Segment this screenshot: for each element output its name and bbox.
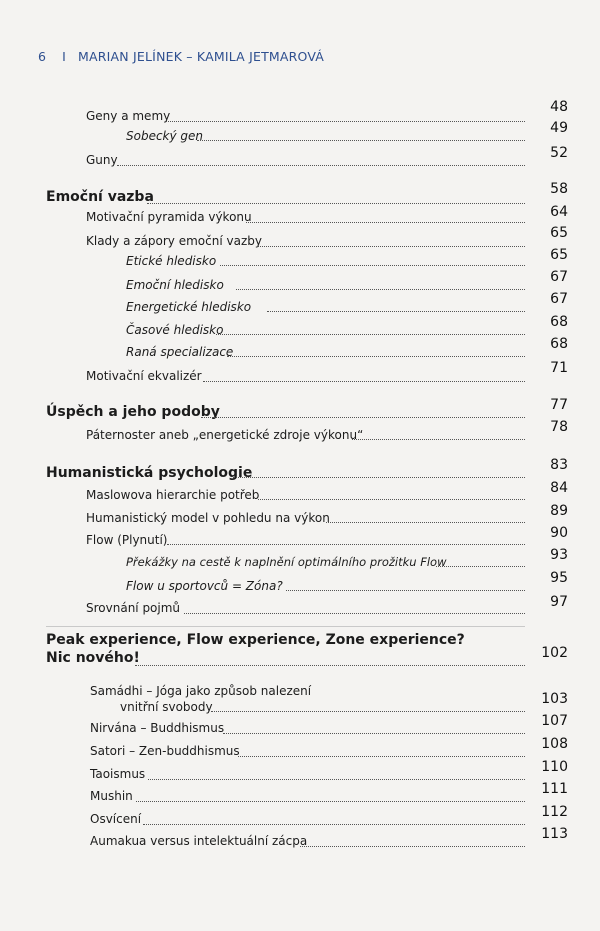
toc-leader-dots (286, 590, 525, 591)
toc-leader-dots (258, 499, 525, 500)
toc-entry-page: 107 (541, 713, 568, 729)
toc-entry-page: 103 (541, 691, 568, 707)
toc-entry-page: 64 (550, 204, 568, 220)
toc-entry-label: Sobecký gen (126, 129, 204, 143)
toc-entry-label: vnitřní svobody (120, 700, 213, 714)
toc-leader-dots (211, 711, 525, 712)
toc-entry-label: Emoční hledisko (126, 278, 224, 292)
toc-entry-label: Maslowova hierarchie potřeb (86, 488, 260, 502)
toc-leader-dots (352, 439, 525, 440)
toc-entry-label: Mushin (90, 789, 133, 803)
toc-leader-dots (236, 289, 525, 290)
toc-entry-page: 71 (550, 360, 568, 376)
section-divider (46, 626, 525, 627)
toc-entry-page: 65 (550, 225, 568, 241)
toc-leader-dots (167, 544, 525, 545)
toc-entry-page: 84 (550, 480, 568, 496)
toc-entry-page: 113 (541, 826, 568, 842)
toc-entry-label: Peak experience, Flow experience, Zone experience? (46, 632, 465, 648)
toc-entry-label: Humanistická psychologie (46, 465, 253, 481)
toc-entry-label: Flow u sportovců = Zóna? (126, 579, 283, 593)
toc-leader-dots (246, 222, 525, 223)
toc-entry-label: Nirvána – Buddhismus (90, 721, 225, 735)
toc-entry-label: Energetické hledisko (126, 300, 252, 314)
page-number: 6 (38, 49, 47, 64)
toc-entry-page: 89 (550, 503, 568, 519)
toc-entry-page: 108 (541, 736, 568, 752)
toc-entry-label: Časové hledisko (126, 323, 224, 337)
toc-entry-page: 48 (550, 99, 568, 115)
toc-leader-dots (216, 334, 525, 335)
toc-entry-page: 67 (550, 269, 568, 285)
toc-entry-label: Aumakua versus intelektuální zácpa (90, 834, 308, 848)
toc-entry-label: Páternoster aneb „energetické zdroje výkonu“ (86, 428, 364, 442)
toc-leader-dots (143, 824, 525, 825)
toc-entry-page: 52 (550, 145, 568, 161)
toc-leader-dots (201, 417, 525, 418)
toc-entry-page: 67 (550, 291, 568, 307)
toc-leader-dots (117, 165, 525, 166)
toc-leader-dots (135, 665, 525, 666)
toc-entry-label: Flow (Plynutí) (86, 533, 168, 547)
toc-entry-page: 68 (550, 314, 568, 330)
header-authors: MARIAN JELÍNEK – KAMILA JETMAROVÁ (78, 49, 325, 64)
toc-leader-dots (257, 246, 525, 247)
toc-leader-dots (166, 121, 525, 122)
toc-entry-label: Satori – Zen-buddhismus (90, 744, 240, 758)
toc-leader-dots (233, 477, 525, 478)
toc-leader-dots (326, 522, 525, 523)
toc-entry-label: Motivační pyramida výkonu (86, 210, 252, 224)
toc-entry-page: 95 (550, 570, 568, 586)
toc-leader-dots (300, 846, 525, 847)
toc-entry-label: Motivační ekvalizér (86, 369, 202, 383)
toc-entry-page: 77 (550, 397, 568, 413)
toc-entry-label: Úspěch a jeho podoby (46, 404, 220, 420)
toc-entry-label: Raná specializace (126, 345, 234, 359)
toc-leader-dots (184, 613, 525, 614)
toc-leader-dots (203, 381, 525, 382)
toc-entry-label: Humanistický model v pohledu na výkon (86, 511, 330, 525)
toc-entry-page: 111 (541, 781, 568, 797)
toc-entry-page: 102 (541, 645, 568, 661)
toc-entry-page: 68 (550, 336, 568, 352)
toc-entry-label: Emoční vazba (46, 189, 154, 205)
toc-leader-dots (267, 311, 525, 312)
toc-leader-dots (148, 779, 525, 780)
toc-leader-dots (197, 140, 525, 141)
toc-leader-dots (238, 756, 525, 757)
toc-entry-page: 49 (550, 120, 568, 136)
toc-entry-label: Klady a zápory emoční vazby (86, 234, 262, 248)
toc-entry-page: 65 (550, 247, 568, 263)
toc-entry-label: Guny (86, 153, 118, 167)
toc-entry-label: Taoismus (90, 767, 146, 781)
toc-entry-label: Etické hledisko (126, 254, 217, 268)
toc-entry-label: Samádhi – Jóga jako způsob nalezení (90, 684, 312, 698)
toc-leader-dots (436, 566, 525, 567)
toc-entry-label: Srovnání pojmů (86, 601, 181, 615)
header-separator: I (62, 49, 67, 64)
running-header (38, 49, 324, 64)
toc-leader-dots (223, 733, 525, 734)
toc-entry-page: 90 (550, 525, 568, 541)
toc-leader-dots (136, 801, 525, 802)
toc-leader-dots (220, 265, 525, 266)
toc-entry-page: 93 (550, 547, 568, 563)
toc-entry-label: Překážky na cestě k naplnění optimálního prožitku Flow (126, 555, 447, 569)
toc-entry-page: 78 (550, 419, 568, 435)
toc-entry-page: 97 (550, 594, 568, 610)
toc-entry-page: 83 (550, 457, 568, 473)
toc-entry-label: Geny a memy (86, 109, 171, 123)
toc-leader-dots (147, 203, 525, 204)
toc-entry-page: 112 (541, 804, 568, 820)
toc-entry-label: Nic nového! (46, 650, 140, 666)
toc-entry-page: 110 (541, 759, 568, 775)
toc-entry-label: Osvícení (90, 812, 142, 826)
toc-leader-dots (227, 356, 525, 357)
toc-entry-page: 58 (550, 181, 568, 197)
